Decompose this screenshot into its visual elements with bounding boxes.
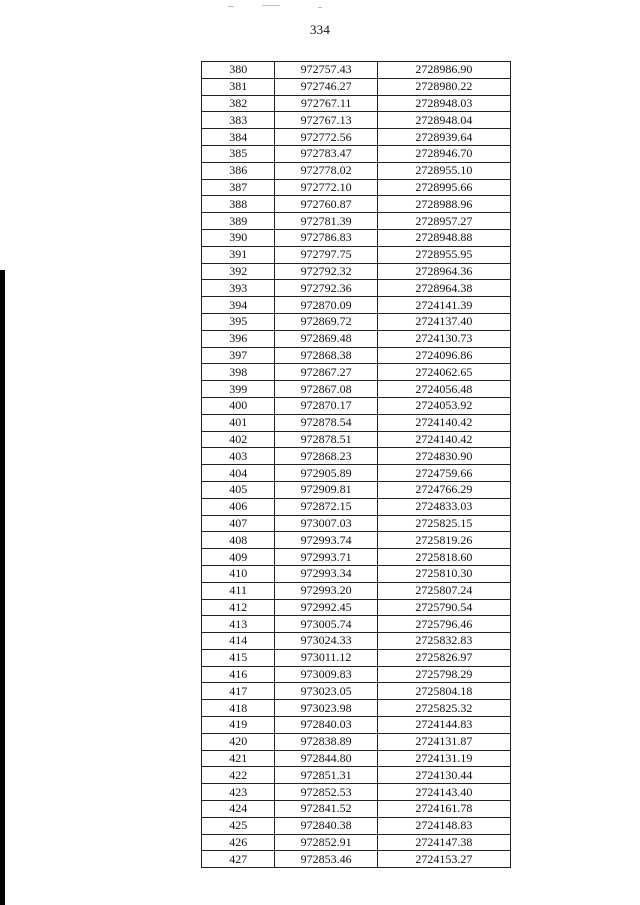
table-row: [202, 381, 511, 398]
table-row: [202, 683, 511, 700]
y-coordinate-cell: 2725790.54: [377, 599, 510, 616]
scan-speck: [262, 5, 280, 6]
y-coordinate-cell: 2728986.90: [377, 62, 510, 79]
table-row: [202, 549, 511, 566]
x-coordinate-cell: 972993.71: [275, 549, 377, 566]
y-coordinate-cell: 2725825.15: [377, 515, 510, 532]
table-row: [202, 515, 511, 532]
table-row: [202, 263, 511, 280]
point-number-cell: 397: [202, 347, 275, 364]
table-row: [202, 851, 511, 868]
y-coordinate-cell: 2724144.83: [377, 717, 510, 734]
point-number-cell: 380: [202, 62, 275, 79]
y-coordinate-cell: 2724062.65: [377, 364, 510, 381]
y-coordinate-cell: 2724130.44: [377, 767, 510, 784]
table-row: [202, 481, 511, 498]
table-row: [202, 129, 511, 146]
y-coordinate-cell: 2724759.66: [377, 465, 510, 482]
point-number-cell: 413: [202, 616, 275, 633]
y-coordinate-cell: 2724096.86: [377, 347, 510, 364]
x-coordinate-cell: 972878.51: [275, 431, 377, 448]
point-number-cell: 396: [202, 330, 275, 347]
point-number-cell: 414: [202, 633, 275, 650]
point-number-cell: 427: [202, 851, 275, 868]
point-number-cell: 412: [202, 599, 275, 616]
x-coordinate-cell: 972868.38: [275, 347, 377, 364]
y-coordinate-cell: 2725832.83: [377, 633, 510, 650]
point-number-cell: 394: [202, 297, 275, 314]
point-number-cell: 398: [202, 364, 275, 381]
point-number-cell: 393: [202, 280, 275, 297]
table-row: [202, 213, 511, 230]
x-coordinate-cell: 972841.52: [275, 801, 377, 818]
y-coordinate-cell: 2725804.18: [377, 683, 510, 700]
x-coordinate-cell: 972993.34: [275, 565, 377, 582]
table-row: [202, 834, 511, 851]
scan-speck: [318, 7, 322, 8]
point-number-cell: 410: [202, 565, 275, 582]
x-coordinate-cell: 972792.32: [275, 263, 377, 280]
x-coordinate-cell: 972792.36: [275, 280, 377, 297]
x-coordinate-cell: 972868.23: [275, 448, 377, 465]
point-number-cell: 417: [202, 683, 275, 700]
point-number-cell: 382: [202, 95, 275, 112]
table-row: [202, 649, 511, 666]
y-coordinate-cell: 2728939.64: [377, 129, 510, 146]
point-number-cell: 383: [202, 112, 275, 129]
table-row: [202, 784, 511, 801]
point-number-cell: 421: [202, 750, 275, 767]
x-coordinate-cell: 972867.08: [275, 381, 377, 398]
y-coordinate-cell: 2724153.27: [377, 851, 510, 868]
x-coordinate-cell: 972767.11: [275, 95, 377, 112]
y-coordinate-cell: 2724140.42: [377, 414, 510, 431]
y-coordinate-cell: 2728988.96: [377, 196, 510, 213]
x-coordinate-cell: 973009.83: [275, 666, 377, 683]
table-row: [202, 196, 511, 213]
table-row: [202, 179, 511, 196]
x-coordinate-cell: 972870.17: [275, 397, 377, 414]
scan-speck: [228, 6, 234, 7]
point-number-cell: 381: [202, 78, 275, 95]
point-number-cell: 401: [202, 414, 275, 431]
x-coordinate-cell: 972772.10: [275, 179, 377, 196]
table-row: [202, 582, 511, 599]
x-coordinate-cell: 972878.54: [275, 414, 377, 431]
table-row: [202, 297, 511, 314]
x-coordinate-cell: 972840.38: [275, 817, 377, 834]
y-coordinate-cell: 2724140.42: [377, 431, 510, 448]
x-coordinate-cell: 972993.74: [275, 532, 377, 549]
y-coordinate-cell: 2728964.36: [377, 263, 510, 280]
table-row: [202, 498, 511, 515]
y-coordinate-cell: 2725818.60: [377, 549, 510, 566]
x-coordinate-cell: 972992.45: [275, 599, 377, 616]
point-number-cell: 424: [202, 801, 275, 818]
point-number-cell: 420: [202, 733, 275, 750]
table-row: [202, 414, 511, 431]
x-coordinate-cell: 973005.74: [275, 616, 377, 633]
y-coordinate-cell: 2728946.70: [377, 145, 510, 162]
x-coordinate-cell: 972844.80: [275, 750, 377, 767]
y-coordinate-cell: 2724053.92: [377, 397, 510, 414]
table-row: [202, 666, 511, 683]
y-coordinate-cell: 2728964.38: [377, 280, 510, 297]
y-coordinate-cell: 2728957.27: [377, 213, 510, 230]
x-coordinate-cell: 972840.03: [275, 717, 377, 734]
x-coordinate-cell: 972872.15: [275, 498, 377, 515]
point-number-cell: 390: [202, 229, 275, 246]
x-coordinate-cell: 972767.13: [275, 112, 377, 129]
y-coordinate-cell: 2728948.88: [377, 229, 510, 246]
table-row: [202, 364, 511, 381]
x-coordinate-cell: 972909.81: [275, 481, 377, 498]
table-row: [202, 162, 511, 179]
point-number-cell: 402: [202, 431, 275, 448]
x-coordinate-cell: 973007.03: [275, 515, 377, 532]
y-coordinate-cell: 2724143.40: [377, 784, 510, 801]
y-coordinate-cell: 2724148.83: [377, 817, 510, 834]
x-coordinate-cell: 972852.53: [275, 784, 377, 801]
coordinates-table: [201, 61, 511, 868]
x-coordinate-cell: 972797.75: [275, 246, 377, 263]
x-coordinate-cell: 972852.91: [275, 834, 377, 851]
table-row: [202, 280, 511, 297]
x-coordinate-cell: 972757.43: [275, 62, 377, 79]
y-coordinate-cell: 2728980.22: [377, 78, 510, 95]
y-coordinate-cell: 2724833.03: [377, 498, 510, 515]
point-number-cell: 419: [202, 717, 275, 734]
point-number-cell: 408: [202, 532, 275, 549]
point-number-cell: 411: [202, 582, 275, 599]
point-number-cell: 387: [202, 179, 275, 196]
x-coordinate-cell: 972778.02: [275, 162, 377, 179]
y-coordinate-cell: 2725819.26: [377, 532, 510, 549]
x-coordinate-cell: 972867.27: [275, 364, 377, 381]
y-coordinate-cell: 2725810.30: [377, 565, 510, 582]
x-coordinate-cell: 972853.46: [275, 851, 377, 868]
y-coordinate-cell: 2725825.32: [377, 700, 510, 717]
table-row: [202, 78, 511, 95]
y-coordinate-cell: 2724766.29: [377, 481, 510, 498]
table-row: [202, 717, 511, 734]
point-number-cell: 400: [202, 397, 275, 414]
point-number-cell: 386: [202, 162, 275, 179]
x-coordinate-cell: 972905.89: [275, 465, 377, 482]
point-number-cell: 425: [202, 817, 275, 834]
table-row: [202, 347, 511, 364]
y-coordinate-cell: 2724147.38: [377, 834, 510, 851]
x-coordinate-cell: 973023.98: [275, 700, 377, 717]
table-row: [202, 532, 511, 549]
y-coordinate-cell: 2724137.40: [377, 313, 510, 330]
table-row: [202, 733, 511, 750]
point-number-cell: 403: [202, 448, 275, 465]
point-number-cell: 426: [202, 834, 275, 851]
y-coordinate-cell: 2725807.24: [377, 582, 510, 599]
x-coordinate-cell: 973011.12: [275, 649, 377, 666]
point-number-cell: 416: [202, 666, 275, 683]
table-row: [202, 767, 511, 784]
y-coordinate-cell: 2728995.66: [377, 179, 510, 196]
point-number-cell: 384: [202, 129, 275, 146]
point-number-cell: 388: [202, 196, 275, 213]
x-coordinate-cell: 973023.05: [275, 683, 377, 700]
y-coordinate-cell: 2724131.87: [377, 733, 510, 750]
x-coordinate-cell: 972772.56: [275, 129, 377, 146]
table-row: [202, 448, 511, 465]
x-coordinate-cell: 972760.87: [275, 196, 377, 213]
y-coordinate-cell: 2728948.04: [377, 112, 510, 129]
x-coordinate-cell: 972851.31: [275, 767, 377, 784]
y-coordinate-cell: 2725798.29: [377, 666, 510, 683]
scan-edge-bar: [0, 270, 5, 905]
y-coordinate-cell: 2728955.10: [377, 162, 510, 179]
x-coordinate-cell: 972869.72: [275, 313, 377, 330]
point-number-cell: 389: [202, 213, 275, 230]
table-row: [202, 229, 511, 246]
table-row: [202, 700, 511, 717]
table-row: [202, 431, 511, 448]
point-number-cell: 399: [202, 381, 275, 398]
y-coordinate-cell: 2728948.03: [377, 95, 510, 112]
table-row: [202, 465, 511, 482]
point-number-cell: 407: [202, 515, 275, 532]
table-row: [202, 330, 511, 347]
table-row: [202, 112, 511, 129]
point-number-cell: 409: [202, 549, 275, 566]
y-coordinate-cell: 2724830.90: [377, 448, 510, 465]
point-number-cell: 415: [202, 649, 275, 666]
x-coordinate-cell: 972838.89: [275, 733, 377, 750]
table-row: [202, 145, 511, 162]
point-number-cell: 423: [202, 784, 275, 801]
point-number-cell: 418: [202, 700, 275, 717]
y-coordinate-cell: 2724161.78: [377, 801, 510, 818]
table-row: [202, 817, 511, 834]
point-number-cell: 404: [202, 465, 275, 482]
table-row: [202, 313, 511, 330]
x-coordinate-cell: 972746.27: [275, 78, 377, 95]
x-coordinate-cell: 972993.20: [275, 582, 377, 599]
y-coordinate-cell: 2724131.19: [377, 750, 510, 767]
point-number-cell: 422: [202, 767, 275, 784]
table-row: [202, 599, 511, 616]
x-coordinate-cell: 972786.83: [275, 229, 377, 246]
point-number-cell: 391: [202, 246, 275, 263]
table-row: [202, 801, 511, 818]
table-row: [202, 95, 511, 112]
page-number: 334: [309, 22, 331, 37]
y-coordinate-cell: 2724056.48: [377, 381, 510, 398]
y-coordinate-cell: 2725796.46: [377, 616, 510, 633]
x-coordinate-cell: 972870.09: [275, 297, 377, 314]
x-coordinate-cell: 972781.39: [275, 213, 377, 230]
x-coordinate-cell: 973024.33: [275, 633, 377, 650]
point-number-cell: 406: [202, 498, 275, 515]
table-row: [202, 397, 511, 414]
y-coordinate-cell: 2724141.39: [377, 297, 510, 314]
table-row: [202, 62, 511, 79]
point-number-cell: 385: [202, 145, 275, 162]
table-row: [202, 246, 511, 263]
y-coordinate-cell: 2725826.97: [377, 649, 510, 666]
table-row: [202, 565, 511, 582]
point-number-cell: 395: [202, 313, 275, 330]
y-coordinate-cell: 2728955.95: [377, 246, 510, 263]
x-coordinate-cell: 972869.48: [275, 330, 377, 347]
y-coordinate-cell: 2724130.73: [377, 330, 510, 347]
x-coordinate-cell: 972783.47: [275, 145, 377, 162]
point-number-cell: 392: [202, 263, 275, 280]
table-row: [202, 633, 511, 650]
point-number-cell: 405: [202, 481, 275, 498]
table-row: [202, 750, 511, 767]
table-row: [202, 616, 511, 633]
